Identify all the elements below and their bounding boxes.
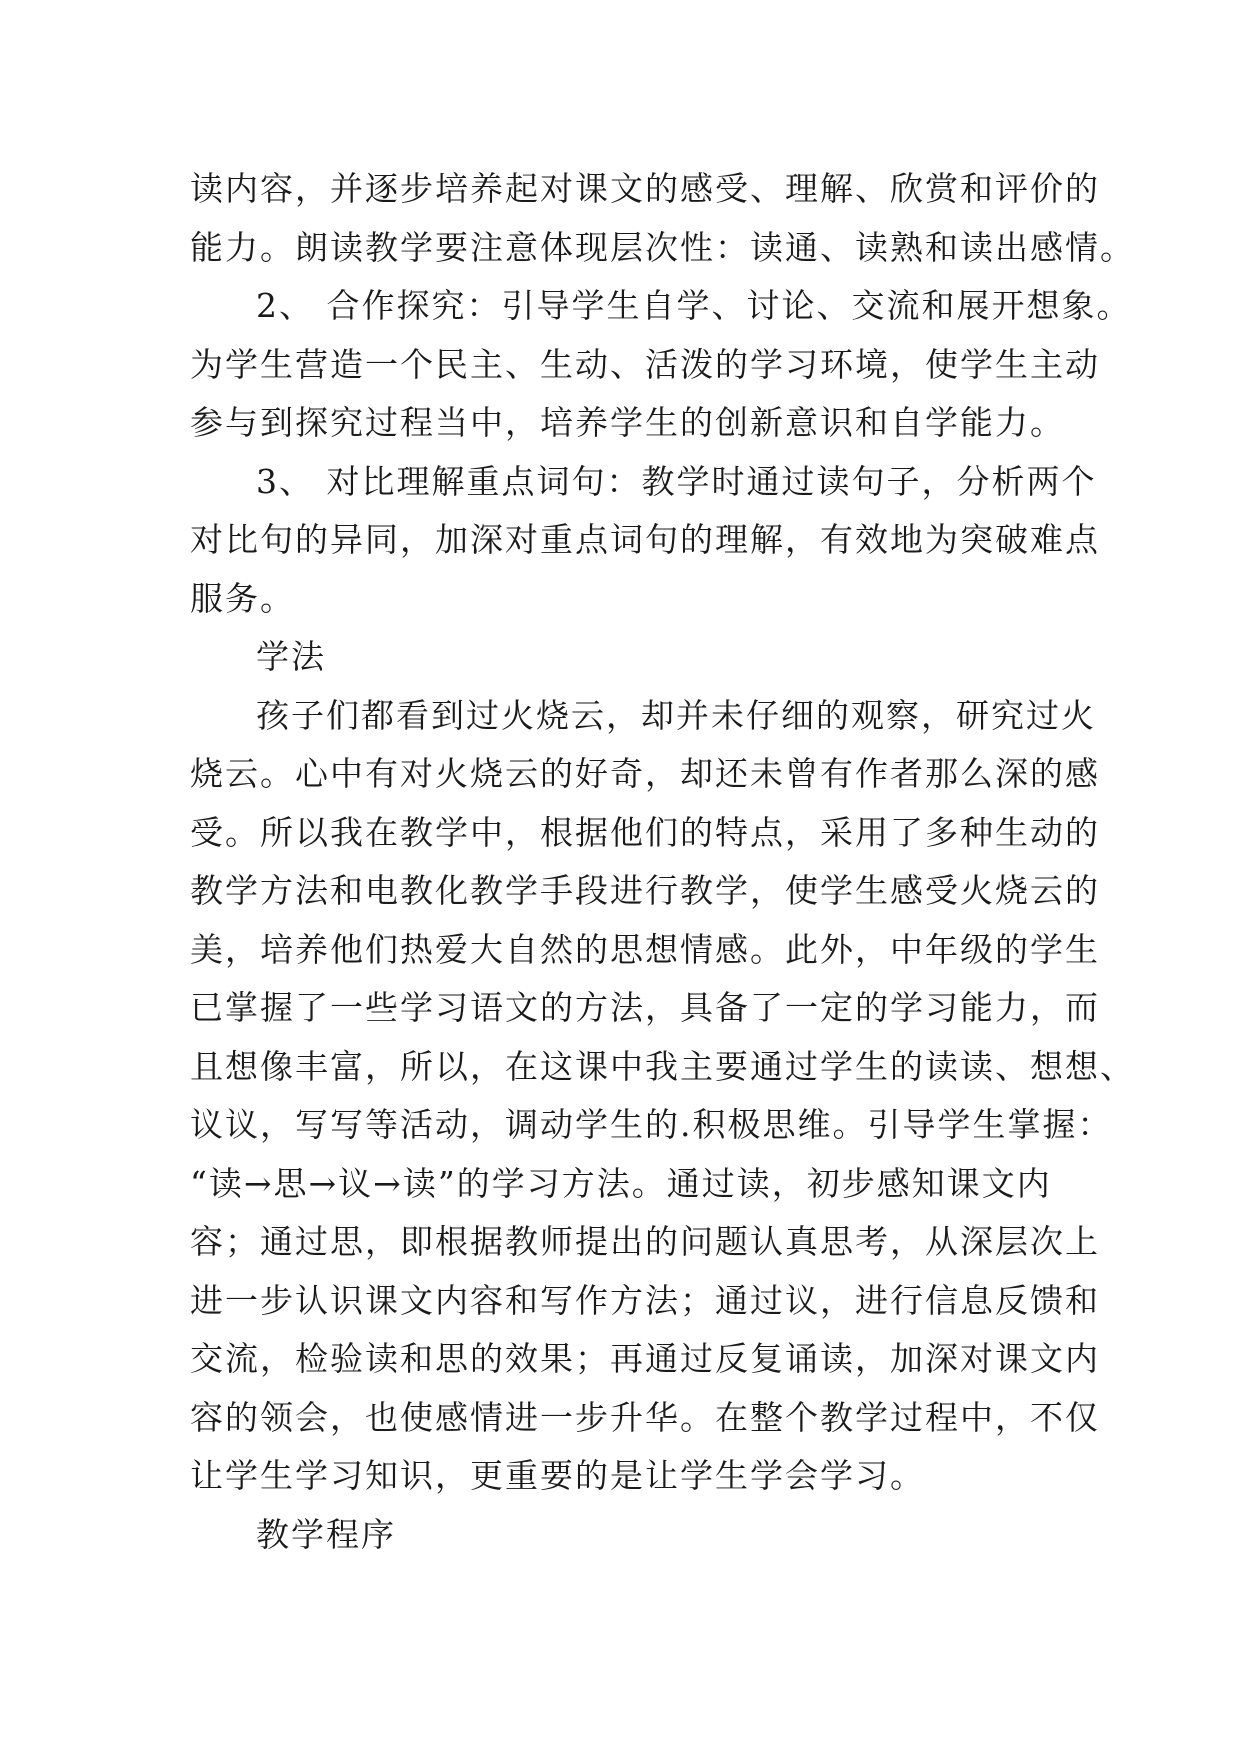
text-line: 且想像丰富，所以，在这课中我主要通过学生的读读、想想、	[190, 1046, 1135, 1086]
text-line: 教学方法和电教化教学手段进行教学，使学生感受火烧云的	[190, 871, 1100, 910]
paragraph-start: 孩子们都看到过火烧云，却并未仔细的观察，研究过火	[256, 695, 1096, 735]
document-body	[190, 160, 1135, 1564]
text-line: 容的领会，也使感情进一步升华。在整个教学过程中，不仅	[190, 1397, 1100, 1437]
list-item: 3、 对比理解重点词句：教学时通过读句子，分析两个	[256, 461, 1097, 501]
text-line: 议议，写写等活动，调动学生的.积极思维。引导学生掌握：	[190, 1105, 1113, 1144]
text-line: 参与到探究过程当中，培养学生的创新意识和自学能力。	[190, 403, 1065, 442]
text-line: 能力。朗读教学要注意体现层次性：读通、读熟和读出感情。	[190, 227, 1135, 267]
text-line: 进一步认识课文内容和写作方法；通过议，进行信息反馈和	[190, 1280, 1100, 1320]
text-line: 服务。	[190, 578, 295, 618]
section-heading: 教学程序	[256, 1514, 396, 1554]
text-line: 美，培养他们热爱大自然的思想情感。此外，中年级的学生	[190, 929, 1100, 969]
text-line: 为学生营造一个民主、生动、活泼的学习环境，使学生主动	[190, 344, 1100, 384]
text-line: 让学生学习知识，更重要的是让学生学会学习。	[190, 1456, 925, 1495]
text-line: 烧云。心中有对火烧云的好奇，却还未曾有作者那么深的感	[190, 754, 1100, 793]
list-item: 2、 合作探究：引导学生自学、讨论、交流和展开想象。	[256, 286, 1132, 325]
text-line: 容；通过思，即根据教师提出的问题认真思考，从深层次上	[190, 1222, 1100, 1261]
text-line: 受。所以我在教学中，根据他们的特点，采用了多种生动的	[190, 812, 1100, 852]
section-heading: 学法	[256, 637, 326, 676]
text-line: “读→思→议→读”的学习方法。通过读，初步感知课文内	[190, 1163, 1052, 1203]
text-line: 读内容，并逐步培养起对课文的感受、理解、欣赏和评价的	[190, 169, 1100, 208]
text-line: 交流，检验读和思的效果；再通过反复诵读，加深对课文内	[190, 1339, 1100, 1378]
text-line: 对比句的异同，加深对重点词句的理解，有效地为突破难点	[190, 520, 1100, 559]
text-line: 已掌握了一些学习语文的方法，具备了一定的学习能力，而	[190, 988, 1100, 1027]
